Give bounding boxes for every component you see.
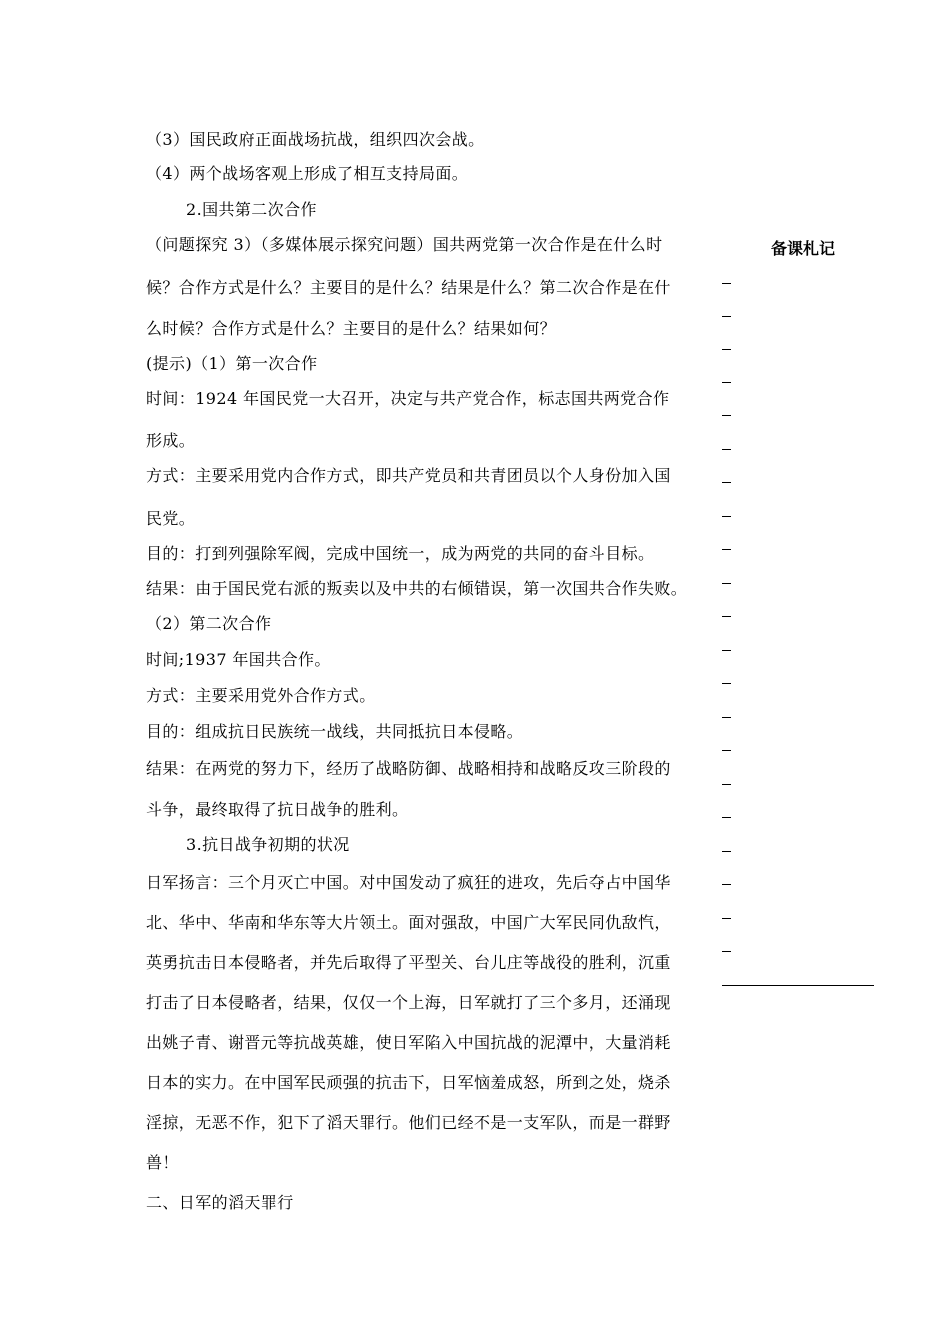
- note-line: [722, 482, 731, 483]
- text-line: 么时候？合作方式是什么？主要目的是什么？结果如何？: [146, 319, 557, 338]
- note-line: [722, 851, 731, 852]
- note-line: [722, 918, 731, 919]
- text-line: 形成。: [146, 431, 196, 450]
- text-line: 出姚子青、谢晋元等抗战英雄，使日军陷入中国抗战的泥潭中，大量消耗: [146, 1033, 671, 1052]
- note-line: [722, 349, 731, 350]
- text-line: 淫掠，无恶不作，犯下了滔天罪行。他们已经不是一支军队，而是一群野: [146, 1113, 671, 1132]
- note-line: [722, 817, 731, 818]
- text-line: 兽！: [146, 1153, 179, 1172]
- note-line: [722, 449, 731, 450]
- notes-title: 备课札记: [771, 239, 836, 258]
- note-line: [722, 683, 731, 684]
- note-line: [722, 316, 731, 317]
- text-line: （3）国民政府正面战场抗战，组织四次会战。: [146, 130, 485, 149]
- text-line: 目的：打到列强除军阀，完成中国统一，成为两党的共同的奋斗目标。: [146, 544, 655, 563]
- note-line: [722, 650, 731, 651]
- note-line: [722, 549, 731, 550]
- text-line: 方式：主要采用党内合作方式，即共产党员和共青团员以个人身份加入国: [146, 466, 671, 485]
- text-line: 时间：1924 年国民党一大召开，决定与共产党合作，标志国共两党合作: [146, 389, 670, 408]
- section-heading: 2.国共第二次合作: [186, 200, 317, 219]
- notes-divider: [722, 985, 874, 986]
- note-line: [722, 583, 731, 584]
- text-line: 候？合作方式是什么？主要目的是什么？结果是什么？第二次合作是在什: [146, 278, 671, 297]
- text-line: （问题探究 3）（多媒体展示探究问题）国共两党第一次合作是在什么时: [146, 235, 663, 254]
- text-line: (提示)（1）第一次合作: [146, 354, 318, 373]
- note-line: [722, 951, 731, 952]
- note-line: [722, 283, 731, 284]
- note-line: [722, 415, 731, 416]
- text-line: 北、华中、华南和华东等大片领土。面对强敌，中国广大军民同仇敌忾，: [146, 913, 671, 932]
- text-line: 方式：主要采用党外合作方式。: [146, 686, 376, 705]
- section-heading: 3.抗日战争初期的状况: [186, 835, 350, 854]
- note-line: [722, 516, 731, 517]
- note-line: [722, 884, 731, 885]
- text-line: 斗争，最终取得了抗日战争的胜利。: [146, 800, 409, 819]
- note-line: [722, 616, 731, 617]
- text-line: 民党。: [146, 509, 196, 528]
- text-line: （4）两个战场客观上形成了相互支持局面。: [146, 164, 469, 183]
- text-line: 目的：组成抗日民族统一战线，共同抵抗日本侵略。: [146, 722, 524, 741]
- text-line: 结果：在两党的努力下，经历了战略防御、战略相持和战略反攻三阶段的: [146, 759, 671, 778]
- text-line: 英勇抗击日本侵略者，并先后取得了平型关、台儿庄等战役的胜利，沉重: [146, 953, 671, 972]
- text-line: 日军扬言：三个月灭亡中国。对中国发动了疯狂的进攻，先后夺占中国华: [146, 873, 671, 892]
- note-line: [722, 750, 731, 751]
- note-line: [722, 717, 731, 718]
- text-line: 日本的实力。在中国军民顽强的抗击下，日军恼羞成怒，所到之处，烧杀: [146, 1073, 671, 1092]
- text-line: 结果：由于国民党右派的叛卖以及中共的右倾错误，第一次国共合作失败。: [146, 579, 688, 598]
- section-heading: 二、日军的滔天罪行: [146, 1193, 294, 1212]
- note-line: [722, 382, 731, 383]
- text-line: （2）第二次合作: [146, 614, 272, 633]
- text-line: 打击了日本侵略者，结果，仅仅一个上海，日军就打了三个多月，还涌现: [146, 993, 671, 1012]
- note-line: [722, 784, 731, 785]
- text-line: 时间;1937 年国共合作。: [146, 650, 331, 669]
